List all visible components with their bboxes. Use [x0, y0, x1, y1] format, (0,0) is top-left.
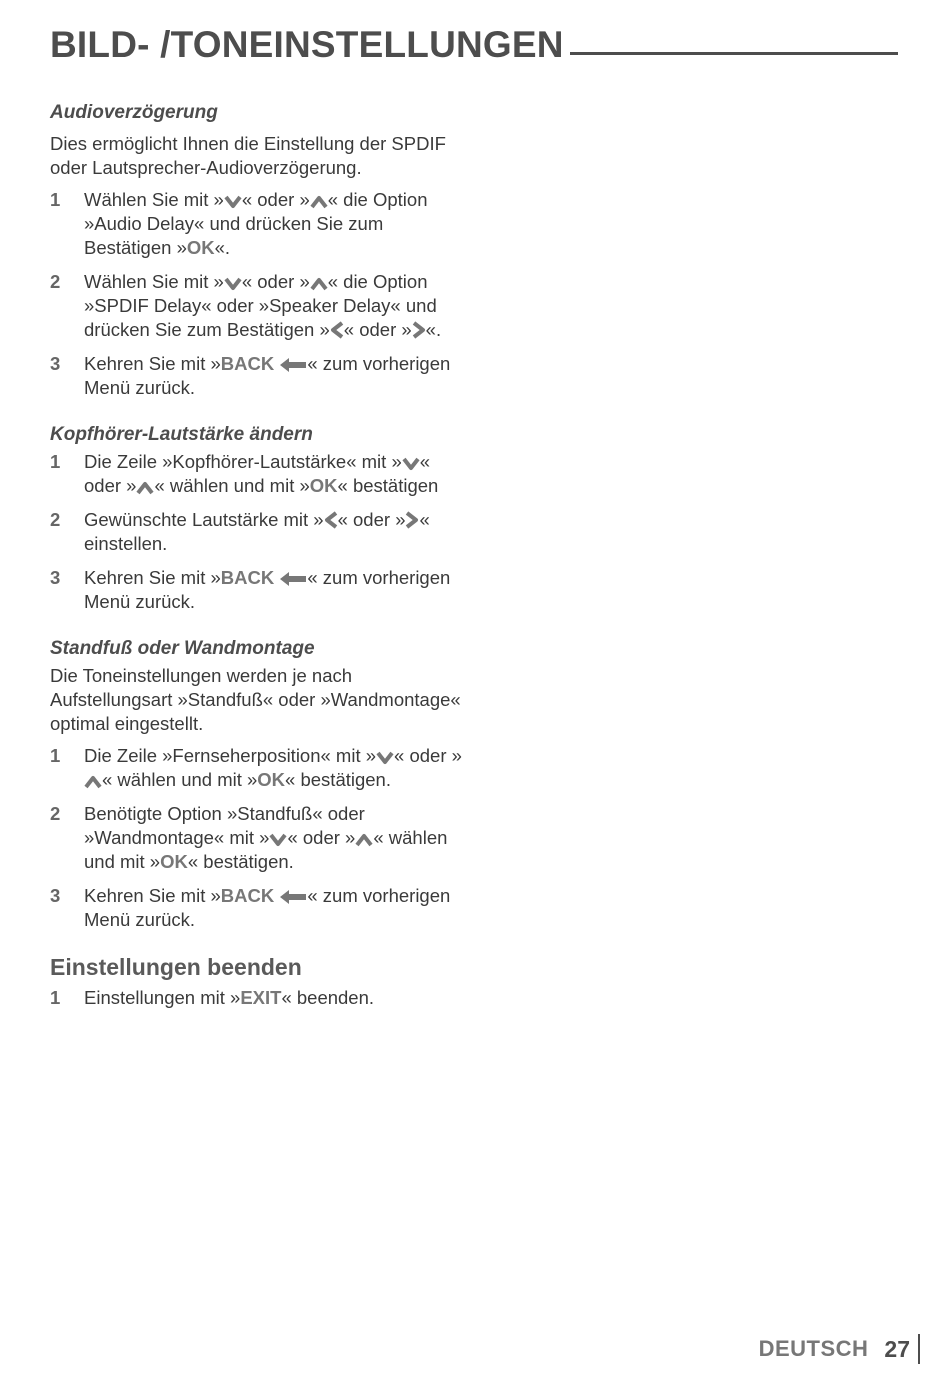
step-text-part: « wählen und mit »: [84, 827, 448, 872]
step-text-part: Gewünschte Lautstärke mit »: [84, 509, 324, 530]
ok-key-label: OK: [160, 851, 188, 872]
step-text: [84, 508, 470, 556]
step-number: 1: [50, 745, 61, 766]
chevron-up-icon: [310, 195, 328, 209]
step-text-part: Benötigte Option »Standfuß« oder »Wandmontage« mit »: [84, 803, 365, 848]
main-column: [50, 100, 470, 1010]
ok-key-label: OK: [309, 475, 338, 496]
chevron-right-icon: [412, 321, 426, 339]
back-arrow-icon: [279, 889, 307, 905]
step: [50, 566, 470, 614]
step-text-part: « zum vorherigen Menü zurück.: [84, 567, 451, 612]
step: [50, 884, 470, 932]
back-arrow-icon: [279, 357, 307, 373]
step: [50, 508, 470, 556]
step-text: [84, 188, 470, 260]
section-heading-audio-delay: Audioverzögerung: [50, 102, 218, 123]
step-number: 3: [50, 567, 61, 588]
step-number: 3: [50, 353, 61, 374]
chevron-left-icon: [330, 321, 344, 339]
step-text-part: « wählen und mit »: [102, 769, 258, 790]
ok-key-label: OK: [186, 237, 215, 258]
step-text-part: « zum vorherigen Menü zurück.: [84, 353, 451, 398]
step-text-part: « oder »: [343, 319, 412, 340]
step-text-part: «.: [425, 319, 442, 340]
chevron-up-icon: [84, 775, 102, 789]
chevron-down-icon: [376, 751, 394, 765]
step: [50, 744, 470, 792]
step-text-part: « bestätigen: [337, 475, 439, 496]
section-heading-exit: Einstellungen beenden: [50, 954, 302, 980]
chevron-down-icon: [224, 277, 242, 291]
chevron-down-icon: [269, 833, 287, 847]
step-number: 2: [50, 509, 61, 530]
step-number: 1: [50, 451, 61, 472]
chevron-down-icon: [402, 457, 420, 471]
step-text-part: Die Zeile »Fernseherposition« mit »: [84, 745, 377, 766]
step: [50, 450, 470, 498]
step-text-part: « oder »: [337, 509, 406, 530]
step-text-part: « die Option »SPDIF Delay« oder »Speaker Delay« und drücken Sie zum Bestätigen »: [84, 271, 437, 340]
section-heading-stand-or-wall: Standfuß oder Wandmontage: [50, 638, 315, 659]
step: [50, 270, 470, 342]
step-text-part: « bestätigen.: [285, 769, 391, 790]
step-text-part: « die Option »Audio Delay« und drücken Sie zum Bestätigen »: [84, 189, 428, 258]
step-text-part: « oder »: [241, 271, 310, 292]
step-text-part: Wählen Sie mit »: [84, 189, 224, 210]
step-text-part: Kehren Sie mit »: [84, 885, 221, 906]
step-number: 2: [50, 271, 61, 292]
step: [50, 802, 470, 874]
chevron-down-icon: [224, 195, 242, 209]
step-text-part: « oder »: [84, 451, 431, 496]
page-title: BILD- /TONEINSTELLUNGEN: [50, 24, 564, 65]
ok-key-label: OK: [257, 769, 286, 790]
step: [50, 352, 470, 400]
step-text-part: « oder »: [394, 745, 462, 766]
title-rule: [570, 52, 898, 55]
step-number: 1: [50, 189, 61, 210]
step-text-part: « zum vorherigen Menü zurück.: [84, 885, 451, 930]
chevron-up-icon: [310, 277, 328, 291]
back-key-label: BACK: [220, 353, 275, 374]
back-key-label: BACK: [220, 567, 275, 588]
step-text-part: Kehren Sie mit »: [84, 353, 221, 374]
chevron-right-icon: [405, 511, 419, 529]
step-text: [84, 450, 470, 498]
step-text: [84, 352, 470, 400]
audio-intro: Dies ermöglicht Ihnen die Einstellung der SPDIF oder Lautsprecher-Audioverzögerung.: [50, 133, 446, 178]
page-footer: [759, 1332, 920, 1366]
section-heading-headphone-volume: Kopfhörer-Lautstärke ändern: [50, 424, 313, 445]
chevron-up-icon: [355, 833, 373, 847]
step-text-part: « beenden.: [281, 987, 375, 1008]
back-arrow-icon: [279, 571, 307, 587]
step-text-part: Wählen Sie mit »: [84, 271, 224, 292]
step-text: [84, 744, 470, 792]
step-text: [84, 986, 470, 1010]
footer-language: DEUTSCH: [758, 1336, 869, 1361]
step-text-part: « einstellen.: [84, 509, 430, 554]
step: [50, 188, 470, 260]
step-text: [84, 270, 470, 342]
page-number: 27: [884, 1334, 920, 1364]
step-number: 2: [50, 803, 61, 824]
step-text: [84, 802, 470, 874]
step-text-part: « oder »: [241, 189, 310, 210]
step-text-part: « oder »: [287, 827, 356, 848]
step: [50, 986, 470, 1010]
page-header: [50, 22, 898, 68]
exit-key-label: EXIT: [240, 987, 282, 1008]
step-text-part: Die Zeile »Kopfhörer-Lautstärke« mit »: [84, 451, 402, 472]
chevron-left-icon: [324, 511, 338, 529]
step-text: [84, 566, 470, 614]
step-number: 3: [50, 885, 61, 906]
step-text-part: Kehren Sie mit »: [84, 567, 221, 588]
step-text: [84, 884, 470, 932]
stand-intro: Die Toneinstellungen werden je nach Aufstellungsart »Standfuß« oder »Wandmontage« optimal eingestellt.: [50, 665, 461, 734]
step-text-part: « wählen und mit »: [154, 475, 310, 496]
step-number: 1: [50, 987, 61, 1008]
back-key-label: BACK: [220, 885, 275, 906]
step-text-part: «.: [214, 237, 231, 258]
step-text-part: « bestätigen.: [187, 851, 294, 872]
step-text-part: Einstellungen mit »: [84, 987, 241, 1008]
chevron-up-icon: [136, 481, 154, 495]
